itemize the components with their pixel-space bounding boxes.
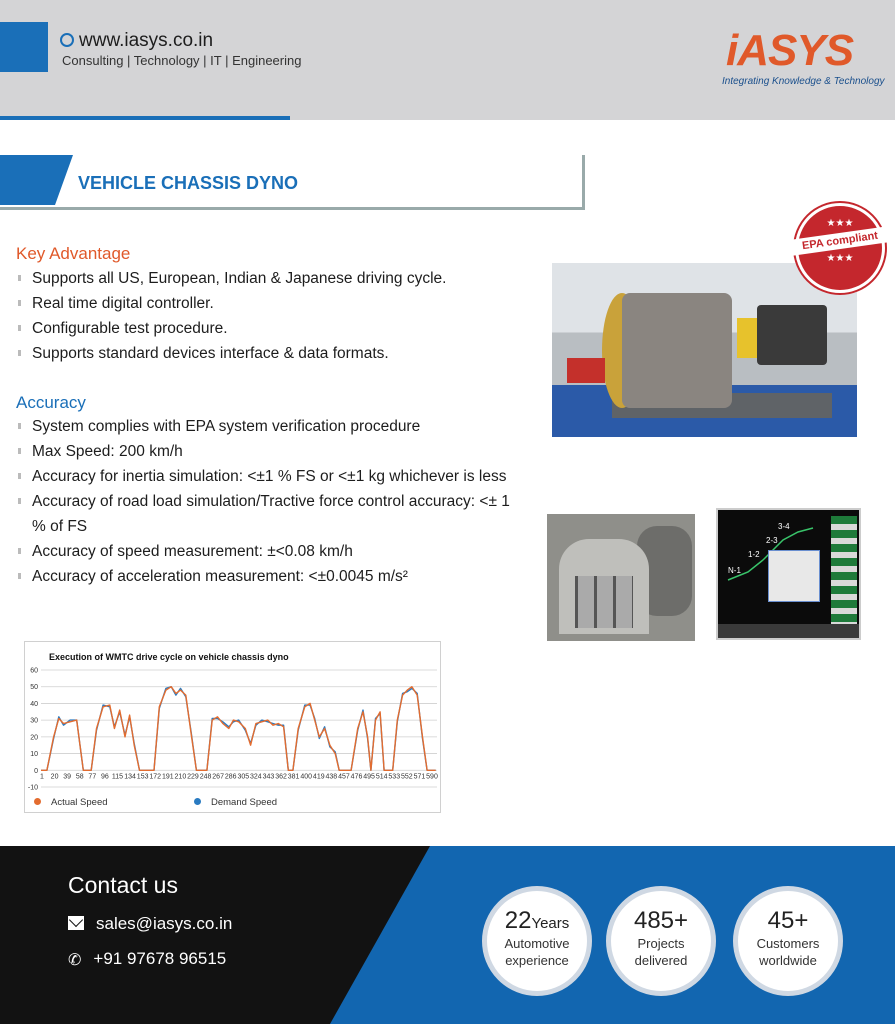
- x-tick-label: 210: [174, 773, 187, 781]
- y-tick-label: -10: [27, 784, 38, 792]
- y-tick-label: 40: [30, 700, 38, 708]
- list-item: System complies with EPA system verification procedure: [16, 414, 516, 439]
- phone-icon: ✆: [68, 952, 82, 969]
- x-tick-label: 381: [287, 773, 300, 781]
- x-tick-label: 229: [187, 773, 199, 781]
- x-tick-label: 172: [149, 773, 162, 781]
- series-line-demand-speed: [41, 687, 436, 771]
- stat-label: delivered: [634, 953, 688, 968]
- stat-customers: [733, 886, 843, 996]
- phone-text[interactable]: +91 97678 96515: [93, 949, 227, 968]
- stat-number: 485+: [633, 907, 689, 934]
- stat-label: experience: [505, 953, 569, 968]
- drive-cycle-chart: [24, 641, 441, 813]
- x-tick-label: 514: [375, 773, 388, 781]
- legend-item-demand: [194, 797, 277, 808]
- screen-label: 1-2: [748, 550, 760, 559]
- header-accent-block: [0, 22, 48, 72]
- x-tick-label: 267: [212, 773, 224, 781]
- epa-compliant-badge: [795, 203, 885, 293]
- header: [0, 0, 895, 120]
- screen-side-panel: [831, 516, 857, 624]
- stat-projects: [606, 886, 716, 996]
- list-item: Accuracy for inertia simulation: <±1 % FS or <±1 kg whichever is less: [16, 464, 516, 489]
- x-tick-label: 77: [88, 773, 97, 781]
- website-url[interactable]: [60, 30, 213, 52]
- x-tick-label: 457: [338, 773, 350, 781]
- globe-icon: [60, 33, 74, 47]
- x-tick-label: 248: [199, 773, 212, 781]
- screen-label: 2-3: [766, 536, 778, 545]
- x-tick-label: 286: [224, 773, 237, 781]
- x-tick-label: 571: [413, 773, 426, 781]
- list-item: Accuracy of acceleration measurement: <±0.0045 m/s²: [16, 564, 516, 589]
- legend-label: Actual Speed: [51, 797, 108, 808]
- footer: [0, 846, 895, 1024]
- x-tick-label: 343: [262, 773, 275, 781]
- x-tick-label: 590: [426, 773, 438, 781]
- tagline: Consulting | Technology | IT | Engineering: [62, 53, 302, 68]
- list-item: Max Speed: 200 km/h: [16, 439, 516, 464]
- x-tick-label: 419: [312, 773, 325, 781]
- x-tick-label: 20: [50, 773, 59, 781]
- x-tick-label: 39: [63, 773, 72, 781]
- stat-label: Automotive: [504, 936, 570, 951]
- header-underline: [0, 116, 290, 120]
- stars-icon: ★★★: [826, 253, 854, 264]
- x-tick-label: 324: [250, 773, 262, 781]
- list-item: Accuracy of road load simulation/Tractive force control accuracy: <± 1 % of FS: [16, 489, 516, 539]
- stat-number: 45+: [767, 907, 809, 934]
- stat-years: [482, 886, 592, 996]
- stat-label: Projects: [637, 936, 685, 951]
- chart-svg: [25, 642, 442, 814]
- x-tick-label: 134: [124, 773, 136, 781]
- legend-swatch: [34, 798, 41, 805]
- stat-number: 22: [504, 907, 532, 934]
- stat-unit: Years: [531, 915, 570, 932]
- key-advantage-heading: Key Advantage: [16, 244, 131, 263]
- company-logo: iASYS: [726, 26, 854, 75]
- list-item: Supports standard devices interface & data formats.: [16, 341, 516, 366]
- control-software-screenshot: [716, 508, 861, 640]
- list-item: Supports all US, European, Indian & Japanese driving cycle.: [16, 266, 516, 291]
- x-tick-label: 153: [136, 773, 149, 781]
- title-accent-notch: [55, 155, 73, 205]
- footer-dark-panel: [0, 846, 440, 1024]
- x-tick-label: 191: [161, 773, 174, 781]
- screen-dialog: [768, 550, 820, 602]
- x-tick-label: 305: [237, 773, 250, 781]
- page-title: VEHICLE CHASSIS DYNO: [78, 173, 299, 193]
- accuracy-list: [16, 414, 516, 589]
- legend-swatch: [194, 798, 201, 805]
- y-tick-label: 50: [30, 684, 38, 692]
- stars-icon: ★★★: [826, 218, 854, 229]
- screen-label: N-1: [728, 566, 741, 575]
- screen-footer: [718, 624, 861, 638]
- screen-label: 3-4: [778, 522, 790, 531]
- accuracy-heading: Accuracy: [16, 393, 86, 412]
- epa-label: EPA compliant: [789, 226, 890, 256]
- website-text[interactable]: www.iasys.co.in: [79, 30, 214, 51]
- email-link[interactable]: [68, 914, 232, 934]
- series-line-actual-speed: [41, 687, 436, 771]
- chart-title: Execution of WMTC drive cycle on vehicle chassis dyno: [49, 652, 289, 662]
- x-tick-label: 362: [275, 773, 287, 781]
- contact-title: Contact us: [68, 872, 178, 898]
- x-tick-label: 495: [363, 773, 375, 781]
- cooling-fan-photo: [547, 514, 695, 641]
- legend-item-actual: [34, 797, 108, 808]
- email-text[interactable]: sales@iasys.co.in: [96, 914, 233, 933]
- phone-link[interactable]: [68, 949, 226, 970]
- x-tick-label: 115: [111, 773, 124, 781]
- legend-label: Demand Speed: [211, 797, 278, 808]
- list-item: Accuracy of speed measurement: ±<0.08 km/h: [16, 539, 516, 564]
- x-tick-label: 476: [350, 773, 363, 781]
- x-tick-label: 552: [400, 773, 413, 781]
- list-item: Configurable test procedure.: [16, 316, 516, 341]
- mail-icon: [68, 916, 84, 930]
- x-tick-label: 96: [101, 773, 109, 781]
- y-tick-label: 10: [30, 751, 38, 759]
- x-tick-label: 58: [75, 773, 84, 781]
- stat-label: Customers: [756, 936, 820, 951]
- stat-label: worldwide: [759, 953, 817, 968]
- list-item: Real time digital controller.: [16, 291, 516, 316]
- title-accent-block: [0, 155, 55, 205]
- x-tick-label: 1: [40, 773, 44, 781]
- logo-subtitle: Integrating Knowledge & Technology: [722, 76, 885, 87]
- x-tick-label: 438: [325, 773, 338, 781]
- dyno-roller-photo: [552, 263, 857, 437]
- y-tick-label: 20: [30, 734, 38, 742]
- y-tick-label: 60: [30, 667, 38, 675]
- x-tick-label: 533: [388, 773, 401, 781]
- y-tick-label: 30: [30, 717, 38, 725]
- x-tick-label: 400: [300, 773, 313, 781]
- key-advantage-list: [16, 266, 516, 366]
- y-tick-label: 0: [34, 767, 38, 775]
